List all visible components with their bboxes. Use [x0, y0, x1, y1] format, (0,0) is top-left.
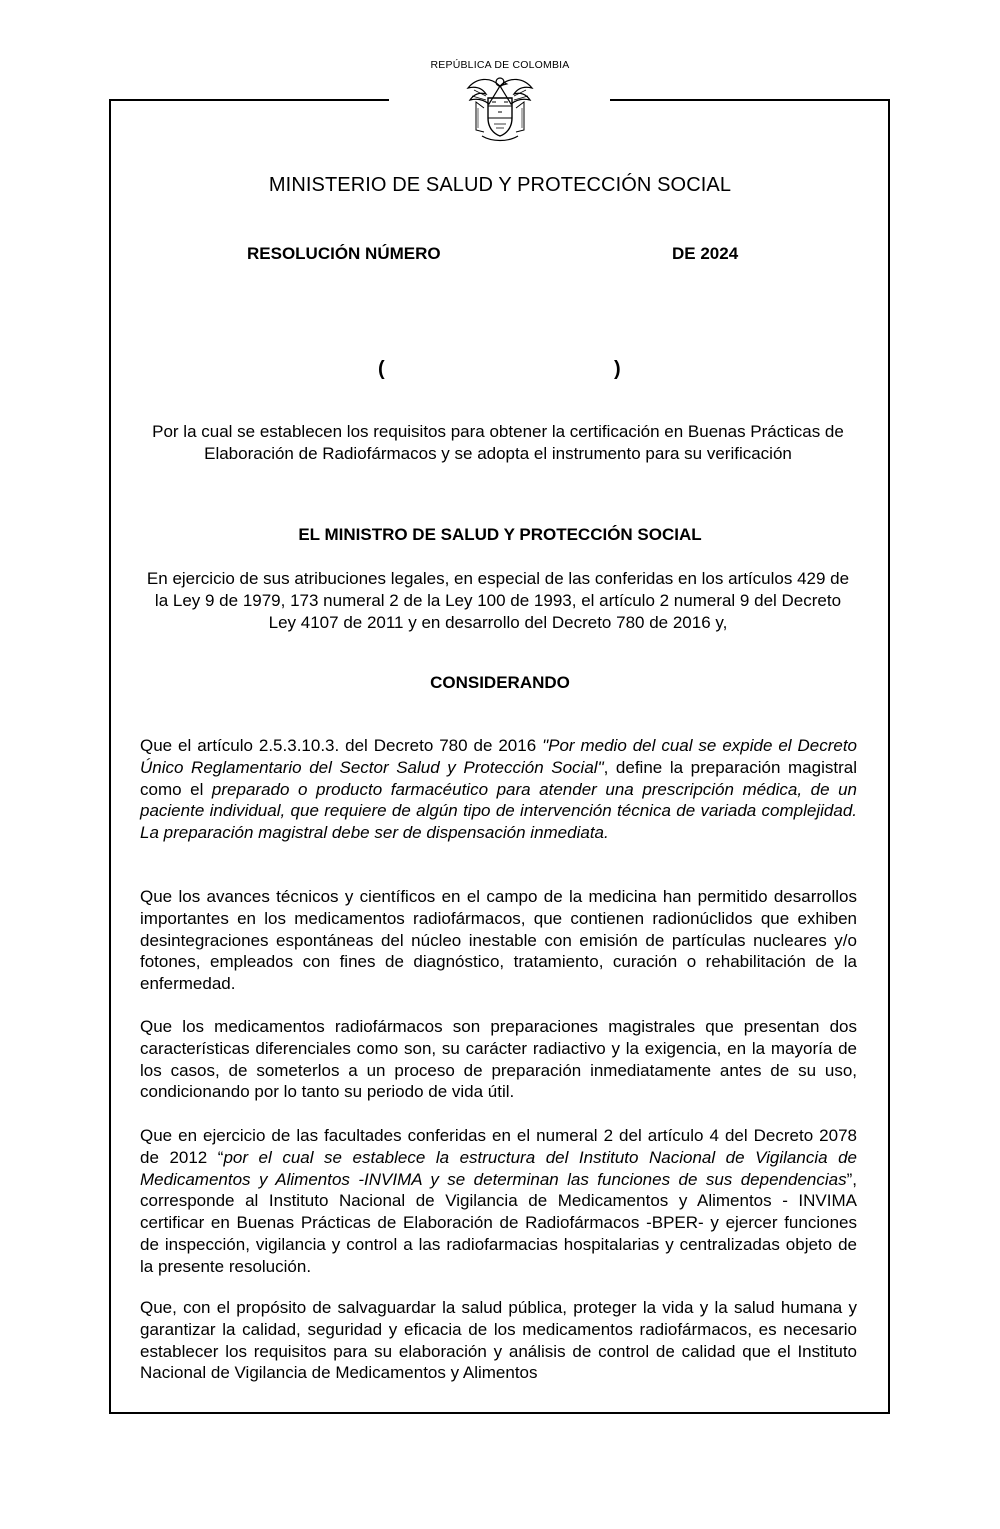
- considering-paragraph-3: Que los medicamentos radiofármacos son preparaciones magistrales que presentan dos características diferenciales como son, su carácter radiactivo y la exigencia, en la mayoría de los casos, de someterlos a un proceso de preparación inmediatamente antes de su uso, condicionando por lo tanto su periodo de vida útil.: [140, 1017, 857, 1102]
- frame-border-top-left: [109, 99, 389, 101]
- resolution-year-label: DE 2024: [672, 244, 739, 263]
- p4-decree-title: por el cual se establece la estructura del Instituto Nacional de Vigilancia de Medicamentos y Alimentos -INVIMA y se determinan las funciones de sus dependencias: [140, 1147, 857, 1189]
- p4-text-a: Que en ejercicio de las facultades conferidas en el numeral 2 del artículo 4 del Decreto 2078 de 2012 “: [140, 1126, 857, 1167]
- p1-text-c: , define la preparación magistral como el: [140, 757, 857, 799]
- frame-border-top-right: [610, 99, 890, 101]
- date-paren-open: (: [378, 358, 385, 380]
- resolution-subject: Por la cual se establecen los requisitos para obtener la certificación en Buenas Prácticas de Elaboración de Radiofármacos y se adopta el instrumento para su verificación: [152, 422, 844, 463]
- legal-basis-paragraph: En ejercicio de sus atribuciones legales, en especial de las conferidas en los artículos 429 de la Ley 9 de 1979, 173 numeral 2 de la Ley 100 de 1993, el artículo 2 numeral 9 del Decreto Ley 4107 de 2011 y en desarrollo del Decreto 780 de 2016 y,: [146, 569, 850, 632]
- considering-paragraph-1: [140, 735, 857, 844]
- frame-border-left: [109, 99, 111, 1414]
- frame-border-bottom: [109, 1412, 890, 1414]
- p1-text-a: Que el artículo 2.5.3.10.3. del Decreto 780 de 2016: [140, 736, 543, 755]
- considering-paragraph-4: [140, 1125, 857, 1278]
- considering-heading: CONSIDERANDO: [430, 673, 570, 692]
- considering-paragraph-5: Que, con el propósito de salvaguardar la salud pública, proteger la vida y la salud humana y garantizar la calidad, seguridad y eficacia de los medicamentos radiofármacos, es necesario establecer los requisitos para su elaboración y análisis de control de calidad que el Instituto Nacional de Vigilancia de Medicamentos y Alimentos: [140, 1298, 857, 1383]
- p1-definition: preparado o producto farmacéutico para atender una prescripción médica, de un paciente individual, que requiere de algún tipo de intervención técnica de variada complejidad. La preparación magistral debe ser de dispensación inmediata.: [140, 779, 857, 843]
- coat-of-arms-icon: [462, 72, 538, 144]
- p1-decree-title: "Por medio del cual se expide el Decreto Único Reglamentario del Sector Salud y Protección Social": [140, 736, 858, 777]
- date-paren-close: ): [614, 358, 621, 380]
- minister-heading: EL MINISTRO DE SALUD Y PROTECCIÓN SOCIAL: [298, 525, 702, 544]
- resolution-number-label: RESOLUCIÓN NÚMERO: [247, 244, 441, 263]
- p4-text-c: ”, corresponde al Instituto Nacional de Vigilancia de Medicamentos y Alimentos - INVIMA certificar en Buenas Prácticas de Elaboración de Radiofármacos -BPER- y ejercer funciones de inspección, vigilancia y control a las radiofarmacias hospitalarias y centralizadas objeto de la presente resolución.: [140, 1169, 857, 1276]
- frame-border-right: [888, 99, 890, 1414]
- considering-paragraph-2: Que los avances técnicos y científicos en el campo de la medicina han permitido desarrollos importantes en los medicamentos radiofármacos, que contienen radionúclidos que exhiben desintegraciones espontáneas del núcleo inestable con emisión de partículas nucleares y/o fotones, empleados con fines de diagnóstico, tratamiento, curación o rehabilitación de la enfermedad.: [140, 887, 857, 994]
- ministry-title: MINISTERIO DE SALUD Y PROTECCIÓN SOCIAL: [268, 174, 732, 196]
- republic-label: REPÚBLICA DE COLOMBIA: [430, 59, 570, 71]
